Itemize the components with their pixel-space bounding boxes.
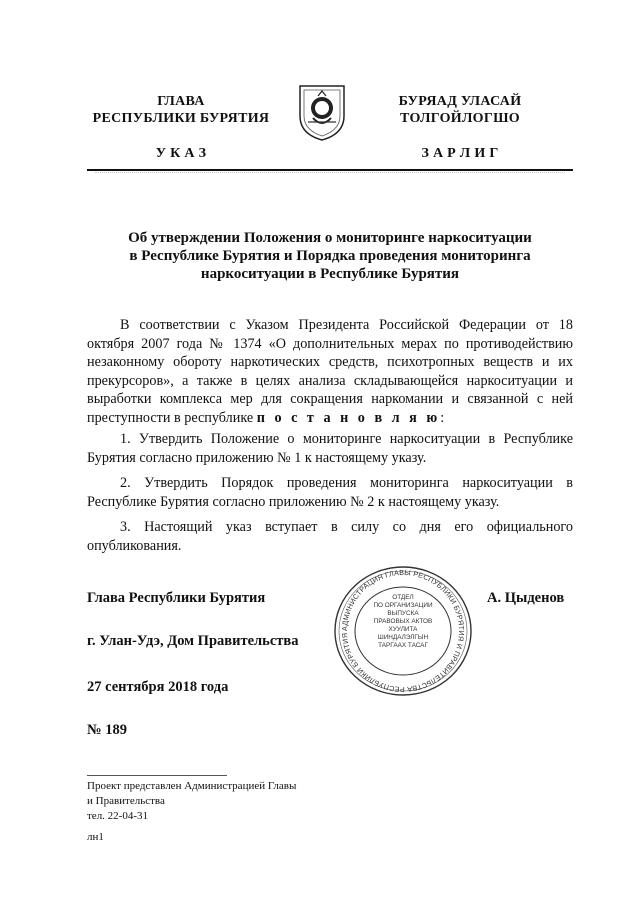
stamp-line-5: ХУУЛИТА <box>388 626 418 633</box>
title-line-2: в Республике Бурятия и Порядка проведения мониторинга <box>129 248 531 264</box>
item-2-paragraph: 2. Утвердить Порядок проведения мониторинга наркоситуации в Республике Бурятия согласно приложению № 2 к настоящему указу. <box>87 475 573 510</box>
footer-code: лн1 <box>87 831 104 843</box>
stamp-line-4: ПРАВОВЫХ АКТОВ <box>373 618 433 625</box>
header-rule <box>87 169 573 171</box>
item-3-paragraph: 3. Настоящий указ вступает в силу со дня его официального опубликования. <box>87 519 573 554</box>
stamp-line-6: ШИНДАЛЭЛГЫН <box>377 634 429 641</box>
decree-colon: : <box>440 409 445 426</box>
dotted-divider <box>95 172 565 179</box>
footer-line-2: и Правительства <box>87 795 165 807</box>
preamble-text: В соответствии с Указом Президента Российской Федерации от 18 октября 2007 года № 1374 «О дополнительных мерах по противодействию незаконному обороту наркотических средств, психотропных веществ и их прекурсоров», а также в целях анализа складывающейся наркоситуации и выработки комплекса мер для сокращения наркомании и связанной с ней преступности в республике <box>87 317 573 426</box>
title-line-1: Об утверждении Положения о мониторинге наркоситуации <box>128 230 532 246</box>
header-left-subtitle: РЕСПУБЛИКИ БУРЯТИЯ <box>92 111 270 126</box>
decree-number: № 189 <box>87 722 127 738</box>
header-left-doctype: У К А З <box>155 146 207 161</box>
stamp-line-2: ПО ОРГАНИЗАЦИИ <box>373 602 433 609</box>
signatory-position: Глава Республики Бурятия <box>87 590 266 606</box>
header-right <box>370 93 550 162</box>
stamp-line-7: ТАРГААХ ТАСАГ <box>378 642 428 649</box>
official-stamp <box>332 564 474 698</box>
stamp-ring-text: АДМИНИСТРАЦИЯ ГЛАВЫ РЕСПУБЛИКИ БУРЯТИЯ И ПРАВИТЕЛЬСТВА РЕСПУБЛИКИ БУРЯТИЯ <box>339 567 467 695</box>
header-left <box>86 93 276 162</box>
header-left-title: ГЛАВА <box>157 94 205 109</box>
signatory-name: А. Цыденов <box>487 590 565 606</box>
footer-phone: тел. 22-04-31 <box>87 810 149 822</box>
header-right-doctype: З А Р Л И Г <box>421 146 499 161</box>
stamp-line-1: ОТДЕЛ <box>392 594 414 601</box>
footer-note <box>87 779 296 845</box>
stamp-line-3: ВЫПУСКА <box>387 610 419 617</box>
header-right-title: БУРЯАД УЛАСАЙ <box>398 94 522 109</box>
decree-word: п о с т а н о в л я ю <box>256 409 441 426</box>
coat-of-arms-emblem <box>294 82 350 142</box>
footer-line-1: Проект представлен Администрацией Главы <box>87 780 297 792</box>
title-line-3: наркоситуации в Республике Бурятия <box>200 266 460 282</box>
preamble-paragraph <box>87 316 573 428</box>
stamp-center-text <box>358 594 448 650</box>
signing-date: 27 сентября 2018 года <box>87 679 229 695</box>
signing-place: г. Улан-Удэ, Дом Правительства <box>87 633 299 649</box>
footer-rule <box>87 775 227 776</box>
document-title <box>90 229 570 283</box>
item-1-paragraph: 1. Утвердить Положение о мониторинге наркоситуации в Республике Бурятия согласно приложению № 1 к настоящему указу. <box>87 431 573 466</box>
header-right-subtitle: ТОЛГОЙЛОГШО <box>400 111 520 126</box>
